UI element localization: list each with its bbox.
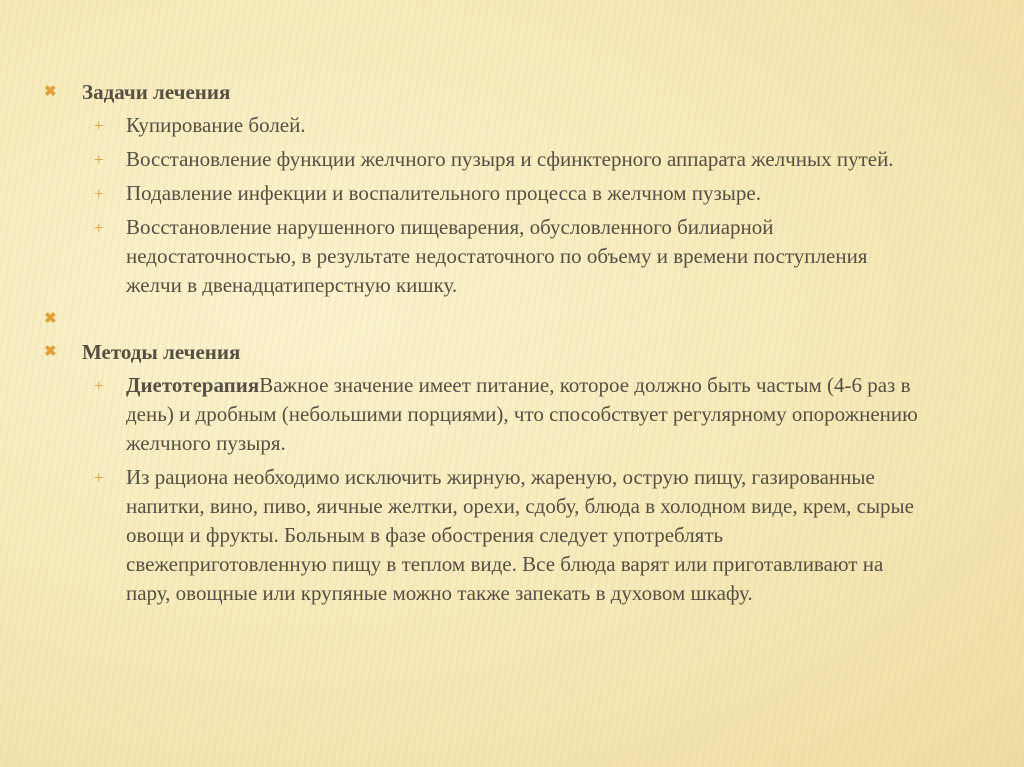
item-text: Восстановление нарушенного пищеварения, обусловленного билиарной недостаточностью, в результате недостаточного по объему и времени поступления желчи в двенадцатиперстную кишку. <box>126 215 868 297</box>
section-heading-methods <box>42 338 1002 367</box>
slide-content <box>42 78 1002 613</box>
heading-text: Задачи лечения <box>82 80 231 104</box>
item-text: Восстановление функции желчного пузыря и сфинктерного аппарата желчных путей. <box>126 147 894 171</box>
list-item <box>42 111 926 140</box>
section-heading-tasks <box>42 78 1002 107</box>
list-item <box>42 145 926 174</box>
plus-bullet-icon: + <box>94 376 104 395</box>
item-text: Из рациона необходимо исключить жирную, жареную, острую пищу, газированные напитки, вино, пиво, яичные желтки, орехи, сдобу, блюда в холодном виде, крем, сырые овощи и фрукты. Больным в фазе обострения следует употреблять свежеприготовленную пищу в теплом виде. Все блюда варят или приготавливают на пару, овощные или крупяные можно также запекать в духовом шкафу. <box>126 465 914 605</box>
item-text: Подавление инфекции и воспалительного процесса в желчном пузыре. <box>126 181 761 205</box>
plus-bullet-icon: + <box>94 218 104 237</box>
list-item <box>42 463 926 608</box>
item-bold-term: Диетотерапия <box>126 373 260 397</box>
list-item <box>42 371 926 458</box>
x-bullet-icon: ✖ <box>44 84 57 100</box>
x-bullet-icon: ✖ <box>44 344 57 360</box>
list-item <box>42 179 926 208</box>
plus-bullet-icon: + <box>94 116 104 135</box>
plus-bullet-icon: + <box>94 150 104 169</box>
list-item <box>42 213 926 300</box>
heading-text: Методы лечения <box>82 340 241 364</box>
plus-bullet-icon: + <box>94 184 104 203</box>
item-text: Важное значение имеет питание, которое должно быть частым (4-6 раз в день) и дробным (небольшими порциями), что способствует регулярному опорожнению желчного пузыря. <box>126 373 918 455</box>
empty-bullet <box>42 305 1002 334</box>
x-bullet-icon: ✖ <box>44 311 57 327</box>
item-text: Купирование болей. <box>126 113 306 137</box>
plus-bullet-icon: + <box>94 468 104 487</box>
